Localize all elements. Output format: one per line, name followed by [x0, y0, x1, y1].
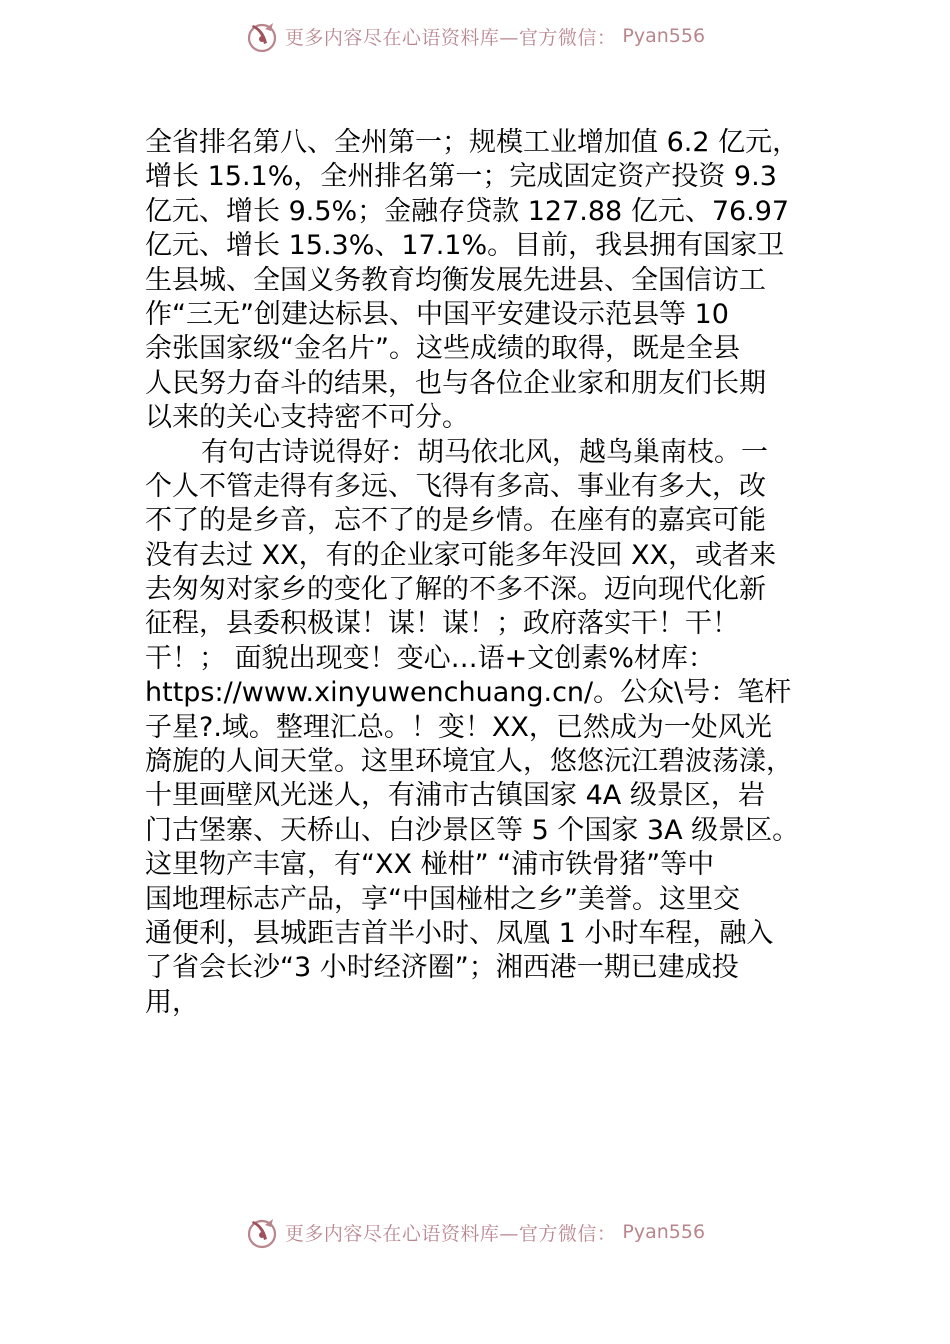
footer-account: Pyan556	[622, 1221, 706, 1243]
text-line: 余张国家级“金名片”。这些成绩的取得，既是全县	[145, 333, 740, 365]
text-line: 不了的是乡音，忘不了的是乡情。在座有的嘉宾可能	[145, 505, 766, 537]
text-line: 用，	[145, 986, 199, 1018]
text-line: 子星?.域。整理汇总。！变！XX，已然成为一处风光	[145, 711, 772, 743]
text-line: 没有去过 XX，有的企业家可能多年没回 XX，或者来	[145, 539, 777, 571]
text-line: 征程，县委积极谋！谋！谋！；政府落实干！干！	[145, 608, 739, 640]
text-line: 这里物产丰富，有“XX 椪柑” “浦市铁骨猪”等中	[145, 849, 715, 881]
text-line: 去匆匆对家乡的变化了解的不多不深。迈向现代化新	[145, 574, 766, 606]
text-line: 国地理标志产品，享“中国椪柑之乡”美誉。这里交	[145, 883, 740, 915]
text-line: 旖旎的人间天堂。这里环境宜人，悠悠沅江碧波荡漾，	[145, 746, 793, 778]
header-slogan: 更多内容尽在心语资料库—官方微信：	[284, 26, 617, 49]
text-line: 门古堡寨、天桥山、白沙景区等 5 个国家 3A 级景区。	[145, 814, 800, 846]
text-line: 了省会长沙“3 小时经济圈”；湘西港一期已建成投	[145, 952, 739, 984]
text-line: 干！； 面貌出现变！变心…语+文创素%材库：	[145, 642, 715, 674]
footer-watermark	[0, 1212, 950, 1252]
text-line: 个人不管走得有多远、飞得有多高、事业有多大，改	[145, 470, 766, 502]
quill-seal-icon	[245, 19, 279, 53]
text-line: 增长 15.1%，全州排名第一；完成固定资产投资 9.3	[145, 161, 777, 193]
text-line: 亿元、增长 15.3%、17.1%。目前，我县拥有国家卫	[145, 230, 785, 262]
text-line: 以来的关心支持密不可分。	[145, 402, 469, 434]
text-line: 通便利，县城距吉首半小时、凤凰 1 小时车程，融入	[145, 917, 774, 949]
text-line: 十里画壁风光迷人，有浦市古镇国家 4A 级景区，岩	[145, 780, 765, 812]
paragraph-start-line: 有句古诗说得好：胡马依北风，越鸟巢南枝。一	[201, 436, 768, 468]
text-line: https://www.xinyuwenchuang.cn/。公众\号：笔杆	[145, 677, 792, 709]
text-line: 人民努力奋斗的结果，也与各位企业家和朋友们长期	[145, 367, 766, 399]
header-account: Pyan556	[622, 25, 706, 47]
footer-slogan: 更多内容尽在心语资料库—官方微信：	[284, 1222, 617, 1245]
text-line: 生县城、全国义务教育均衡发展先进县、全国信访工	[145, 264, 766, 296]
text-line: 亿元、增长 9.5%；金融存贷款 127.88 亿元、76.97	[145, 195, 790, 227]
quill-seal-icon	[245, 1215, 279, 1249]
text-line: 全省排名第八、全州第一；规模工业增加值 6.2 亿元，	[145, 127, 800, 158]
document-body	[145, 126, 810, 1020]
header-watermark	[0, 16, 950, 56]
text-line: 作“三无”创建达标县、中国平安建设示范县等 10	[145, 298, 729, 330]
